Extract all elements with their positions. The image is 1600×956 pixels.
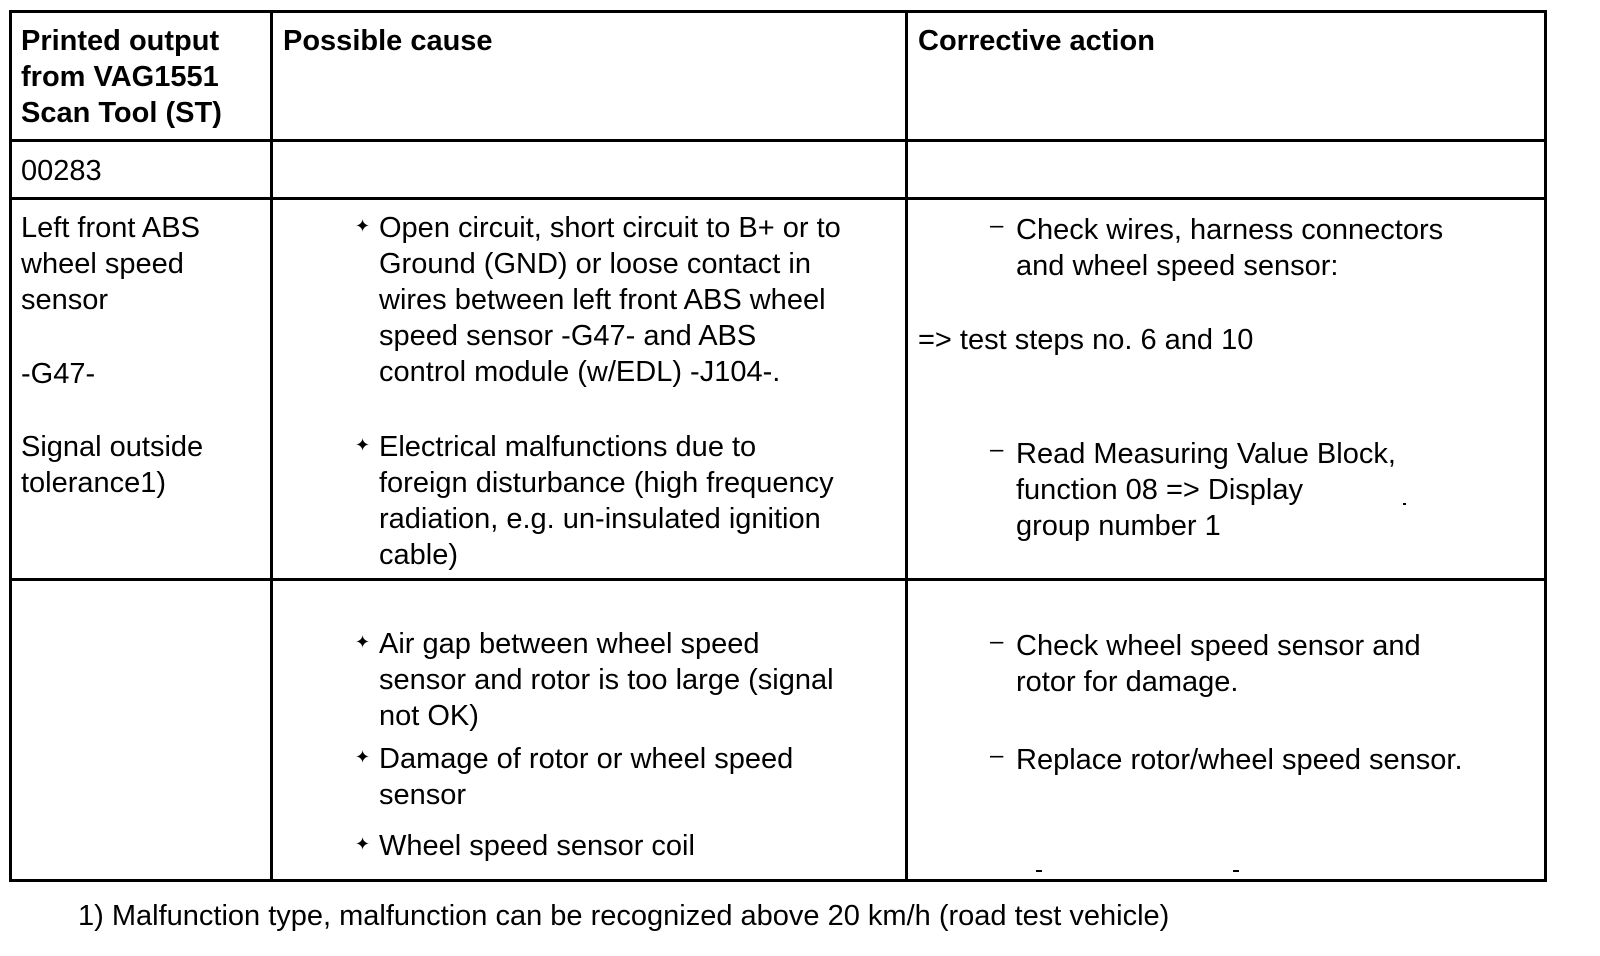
fault-code: 00283 (21, 155, 102, 187)
fault-description: Left front ABS wheel speed sensor (21, 212, 200, 316)
cause-text: Electrical malfunctions due to foreign disturbance (high frequency radiation, e.g. un-insulated ignition cable) (379, 431, 834, 571)
bullet-icon: ✦ (355, 435, 371, 455)
header-possible-cause: Possible cause (283, 25, 493, 57)
column-divider-1 (270, 13, 273, 879)
test-steps-reference: => test steps no. 6 and 10 (918, 324, 1254, 356)
action-text: Check wires, harness connectors and wheel speed sensor: (1016, 214, 1444, 282)
component-id: -G47- (21, 358, 96, 390)
bullet-icon: ✦ (355, 834, 371, 854)
bullet-icon: ✦ (355, 632, 371, 652)
header-printed-output: Printed output from VAG1551 Scan Tool (ST) (21, 25, 222, 129)
cause-text: Air gap between wheel speed sensor and rotor is too large (signal not OK) (379, 628, 834, 732)
diagnostic-table (9, 10, 1547, 882)
cause-text: Wheel speed sensor coil (379, 830, 695, 862)
dash-icon: – (990, 212, 1004, 239)
speck-mark (1403, 503, 1406, 505)
footnote: 1) Malfunction type, malfunction can be recognized above 20 km/h (road test vehicle) (78, 900, 1170, 932)
column-divider-2 (905, 13, 908, 879)
row-divider-code (12, 197, 1544, 200)
fault-type: Signal outside tolerance1) (21, 431, 204, 499)
speck-mark (1036, 870, 1042, 872)
row-divider-header (12, 139, 1544, 142)
row-divider-fault (12, 578, 1544, 581)
dash-icon: – (990, 742, 1004, 769)
header-corrective-action: Corrective action (918, 25, 1155, 57)
action-text: Read Measuring Value Block, function 08 => Display group number 1 (1016, 438, 1396, 542)
dash-icon: – (990, 436, 1004, 463)
action-text: Check wheel speed sensor and rotor for damage. (1016, 630, 1421, 698)
bullet-icon: ✦ (355, 216, 371, 236)
dash-icon: – (990, 628, 1004, 655)
speck-mark (1233, 870, 1239, 872)
cause-text: Damage of rotor or wheel speed sensor (379, 743, 794, 811)
cause-text: Open circuit, short circuit to B+ or to Ground (GND) or loose contact in wires between left front ABS wheel speed sensor -G47- and ABS control module (w/EDL) -J104-. (379, 212, 841, 388)
action-text: Replace rotor/wheel speed sensor. (1016, 744, 1463, 776)
bullet-icon: ✦ (355, 747, 371, 767)
